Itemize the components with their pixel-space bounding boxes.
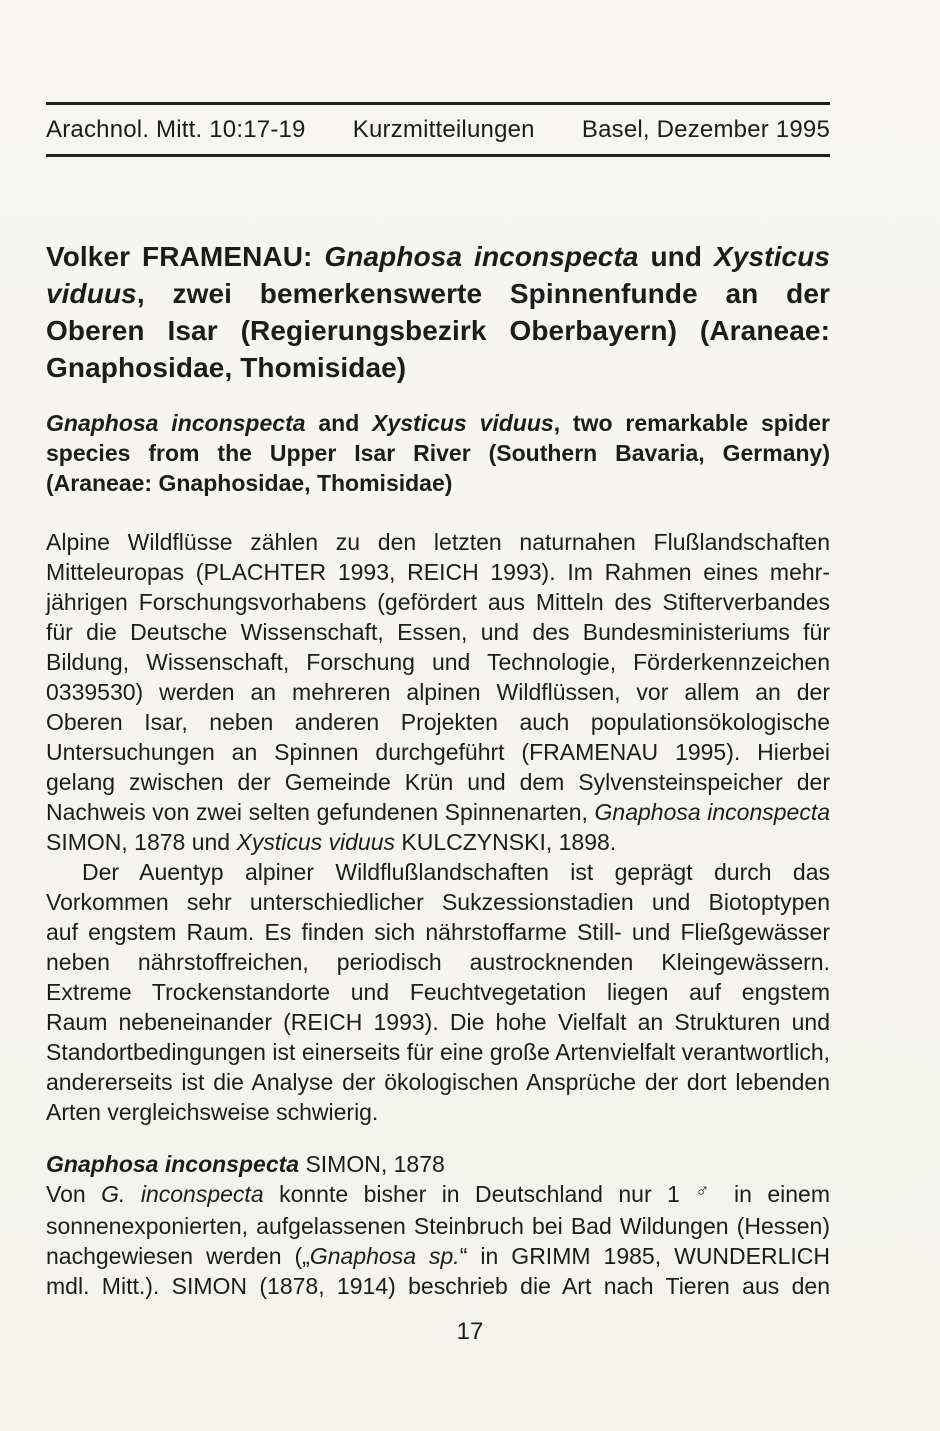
text-segment: Der Auentyp alpiner Wildflußlandschaften ist geprägt durch das (82, 859, 830, 885)
text-segment: neben nährstoffreichen, periodisch austrocknenden Kleingewässern. (46, 949, 830, 975)
text-line (46, 1271, 830, 1301)
text-line (46, 438, 830, 468)
text-segment: für die Deutsche Wissenschaft, Essen, und des Bundesministeriums für (46, 619, 830, 645)
text-segment: Oberen Isar, neben anderen Projekten auch populationsökologische (46, 709, 830, 735)
text-line (46, 1097, 830, 1127)
text-line (46, 275, 830, 312)
body-text (46, 527, 830, 1127)
text-line (46, 827, 830, 857)
text-segment: “ in GRIMM 1985, WUNDERLICH (459, 1243, 830, 1269)
header-rule-top (46, 102, 830, 105)
text-line (46, 977, 830, 1007)
text-segment: mdl. Mitt.). SIMON (1878, 1914) beschrieb die Art nach Tieren aus den (46, 1273, 830, 1299)
text-segment: , zwei bemerkenswerte Spinnenfunde an der (136, 278, 830, 309)
text-line (46, 617, 830, 647)
text-segment: Extreme Trockenstandorte und Feuchtvegetation liegen auf engstem (46, 979, 830, 1005)
text-segment: Von (46, 1181, 102, 1207)
text-segment: sonnenexponierten, aufgelassenen Steinbruch bei Bad Wildungen (Hessen) (46, 1213, 830, 1239)
text-line (46, 1037, 830, 1067)
text-line (46, 947, 830, 977)
text-segment: Untersuchungen an Spinnen durchgeführt (FRAMENAU 1995). Hierbei (46, 739, 830, 765)
text-segment: Xysticus (714, 241, 831, 272)
text-line (46, 408, 830, 438)
paragraph-habitat (46, 857, 830, 1127)
text-segment: and (305, 410, 373, 436)
text-line (46, 557, 830, 587)
text-line (46, 767, 830, 797)
text-segment: Standortbedingungen ist einerseits für eine große Artenvielfalt verantwortlich, (46, 1039, 830, 1065)
text-segment: Gnaphosa inconspecta (46, 1151, 300, 1177)
text-segment: KULCZYNSKI, 1898. (395, 829, 617, 855)
text-line (46, 312, 830, 349)
text-line (46, 587, 830, 617)
text-line (46, 238, 830, 275)
text-segment: Vorkommen sehr unterschiedlicher Sukzessionstadien und Biotoptypen (46, 889, 830, 915)
text-line (46, 647, 830, 677)
text-line (46, 677, 830, 707)
text-segment: Gnaphosa inconspecta (46, 410, 306, 436)
text-segment: in einem (718, 1181, 831, 1207)
text-line (46, 1241, 830, 1271)
text-line (46, 468, 830, 498)
text-line (46, 1179, 830, 1211)
text-segment: Xysticus viduus (236, 829, 396, 855)
text-segment: jährigen Forschungsvorhabens (gefördert aus Mitteln des Stifterverbandes (46, 589, 830, 615)
journal-header (46, 108, 830, 152)
text-segment: andererseits ist die Analyse der ökologischen Ansprüche der dort lebenden (46, 1069, 830, 1095)
text-segment: , two remarkable spider (553, 410, 830, 436)
text-segment: Volker FRAMENAU: (46, 241, 325, 272)
text-line (46, 797, 830, 827)
text-segment: Oberen Isar (Regierungsbezirk Oberbayern) (Araneae: (46, 315, 830, 346)
text-segment: SIMON, 1878 (299, 1151, 445, 1177)
species-section (46, 1149, 830, 1301)
header-rule-bottom (46, 154, 830, 157)
text-line (46, 917, 830, 947)
page-number: 17 (456, 1318, 484, 1345)
text-segment: (Araneae: Gnaphosidae, Thomisidae) (46, 470, 453, 496)
text-segment: SIMON, 1878 und (46, 829, 237, 855)
text-segment: Nachweis von zwei selten gefundenen Spinnenarten, (46, 799, 595, 825)
text-line (46, 737, 830, 767)
text-segment: Mitteleuropas (PLACHTER 1993, REICH 1993). Im Rahmen eines mehr- (46, 559, 830, 585)
text-segment: nachgewiesen werden („ (46, 1243, 310, 1269)
text-segment: und (638, 241, 715, 272)
text-line (46, 349, 830, 386)
text-line (46, 1067, 830, 1097)
text-segment: Gnaphosidae, Thomisidae) (46, 352, 407, 383)
text-segment: viduus (46, 278, 137, 309)
text-segment: Raum nebeneinander (REICH 1993). Die hohe Vielfalt an Strukturen und (46, 1009, 830, 1035)
text-line (46, 1211, 830, 1241)
text-segment: Alpine Wildflüsse zählen zu den letzten naturnahen Flußlandschaften (46, 529, 830, 555)
text-segment: Gnaphosa inconspecta (324, 241, 639, 272)
species-heading (46, 1149, 830, 1179)
text-segment: Gnaphosa inconspecta (594, 799, 831, 825)
text-segment: Bildung, Wissenschaft, Forschung und Technologie, Förderkennzeichen (46, 649, 830, 675)
text-line (46, 857, 830, 887)
text-segment: Gnaphosa sp. (309, 1243, 460, 1269)
text-segment: auf engstem Raum. Es finden sich nährstoffarme Still- und Fließgewässer (46, 919, 830, 945)
paragraph-intro (46, 527, 830, 857)
text-segment: 0339530) werden an mehreren alpinen Wildflüssen, vor allem an der (46, 679, 830, 705)
section-label: Kurzmitteilungen (352, 116, 535, 143)
text-segment: Arten vergleichsweise schwierig. (46, 1099, 379, 1125)
article-title (46, 238, 830, 386)
journal-reference: Arachnol. Mitt. 10:17-19 (46, 116, 306, 143)
text-segment: ♂ (695, 1180, 719, 1201)
text-line (46, 707, 830, 737)
text-line (46, 887, 830, 917)
text-segment: konnte bisher in Deutschland nur 1 (263, 1181, 696, 1207)
text-segment: Xysticus viduus (372, 410, 554, 436)
text-segment: species from the Upper Isar River (Southern Bavaria, Germany) (46, 440, 830, 466)
text-line (46, 527, 830, 557)
text-line (46, 1007, 830, 1037)
issue-date: Basel, Dezember 1995 (581, 116, 830, 143)
paragraph-gnaphosa (46, 1179, 830, 1301)
text-segment: gelang zwischen der Gemeinde Krün und dem Sylvensteinspeicher der (46, 769, 830, 795)
text-line (46, 1149, 830, 1179)
english-abstract (46, 408, 830, 498)
text-segment: G. inconspecta (101, 1181, 264, 1207)
